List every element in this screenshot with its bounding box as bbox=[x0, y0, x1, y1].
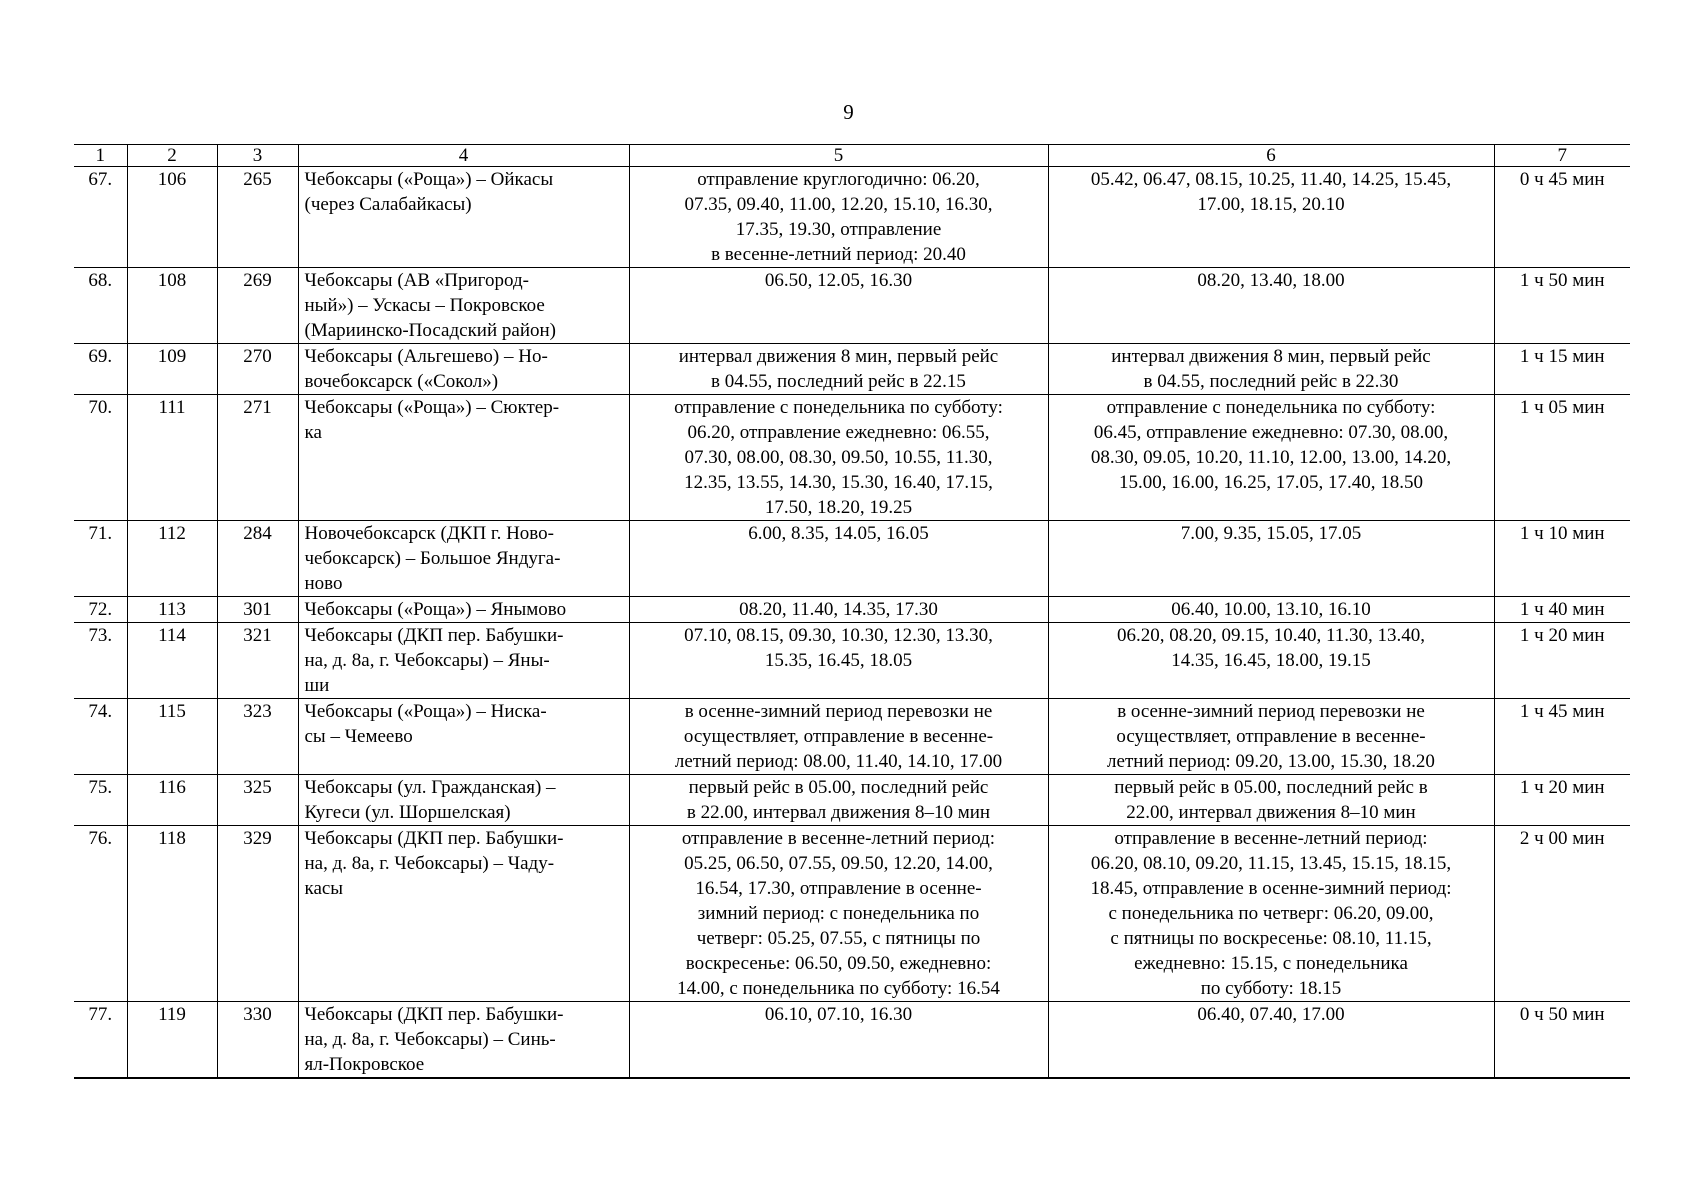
table-row bbox=[74, 1002, 1630, 1079]
route-number: 112 bbox=[127, 521, 217, 597]
departure-schedule-forward-line: отправление с понедельника по субботу: bbox=[674, 397, 1003, 418]
route-name bbox=[298, 521, 629, 597]
trip-duration: 1 ч 15 мин bbox=[1494, 344, 1630, 395]
column-header: 1 bbox=[74, 145, 127, 167]
departure-schedule-forward bbox=[629, 268, 1048, 344]
departure-schedule-forward-line: в весенне-летний период: 20.40 bbox=[711, 244, 966, 265]
departure-schedule-return-line: 05.42, 06.47, 08.15, 10.25, 11.40, 14.25, 15.45, bbox=[1090, 169, 1452, 190]
route-name-line: на, д. 8а, г. Чебоксары) – Яны- bbox=[304, 650, 550, 671]
departure-schedule-forward bbox=[629, 1002, 1048, 1079]
route-name-line: Чебоксары (ДКП пер. Бабушки- bbox=[304, 828, 564, 849]
departure-schedule-return-line: 06.45, отправление ежедневно: 07.30, 08.00, bbox=[1093, 422, 1449, 443]
departure-schedule-forward-line: 17.50, 18.20, 19.25 bbox=[764, 497, 913, 518]
route-name-line: сы – Чемеево bbox=[304, 726, 413, 747]
page-number: 9 bbox=[843, 100, 854, 124]
row-number: 72. bbox=[74, 597, 127, 623]
departure-schedule-forward-line: 12.35, 13.55, 14.30, 15.30, 16.40, 17.15, bbox=[684, 472, 993, 493]
departure-schedule-forward-line: отправление круглогодично: 06.20, bbox=[697, 169, 980, 190]
route-name-line: Чебоксары («Роща») – Сюктер- bbox=[304, 397, 560, 418]
route-schedule-table bbox=[74, 144, 1630, 1079]
route-name-line: (через Салабайкасы) bbox=[304, 194, 472, 215]
departure-schedule-forward-line: 06.20, отправление ежедневно: 06.55, bbox=[687, 422, 990, 443]
row-number: 67. bbox=[74, 167, 127, 268]
departure-schedule-return-line: с понедельника по четверг: 06.20, 09.00, bbox=[1108, 903, 1434, 924]
departure-schedule-forward bbox=[629, 826, 1048, 1002]
departure-schedule-forward bbox=[629, 344, 1048, 395]
route-number: 118 bbox=[127, 826, 217, 1002]
route-name-line: ный») – Ускасы – Покровское bbox=[304, 295, 545, 316]
trip-duration: 0 ч 45 мин bbox=[1494, 167, 1630, 268]
registry-number: 269 bbox=[217, 268, 298, 344]
departure-schedule-return bbox=[1048, 521, 1494, 597]
column-header: 3 bbox=[217, 145, 298, 167]
registry-number: 265 bbox=[217, 167, 298, 268]
registry-number: 323 bbox=[217, 699, 298, 775]
route-number: 113 bbox=[127, 597, 217, 623]
row-number: 73. bbox=[74, 623, 127, 699]
route-name-line: на, д. 8а, г. Чебоксары) – Чаду- bbox=[304, 853, 555, 874]
departure-schedule-forward-line: интервал движения 8 мин, первый рейс bbox=[678, 346, 999, 367]
departure-schedule-return-line: интервал движения 8 мин, первый рейс bbox=[1111, 346, 1431, 367]
departure-schedule-forward-line: 06.10, 07.10, 16.30 bbox=[764, 1004, 913, 1025]
registry-number: 271 bbox=[217, 395, 298, 521]
table-row bbox=[74, 623, 1630, 699]
departure-schedule-forward-line: 6.00, 8.35, 14.05, 16.05 bbox=[748, 523, 929, 544]
departure-schedule-return-line: 08.20, 13.40, 18.00 bbox=[1197, 270, 1345, 291]
route-name-line: Чебоксары (ул. Гражданская) – bbox=[304, 777, 556, 798]
trip-duration: 1 ч 50 мин bbox=[1494, 268, 1630, 344]
trip-duration: 0 ч 50 мин bbox=[1494, 1002, 1630, 1079]
departure-schedule-return-line: осуществляет, отправление в весенне- bbox=[1116, 726, 1426, 747]
route-name-line: ши bbox=[304, 675, 330, 696]
route-name-line: на, д. 8а, г. Чебоксары) – Синь- bbox=[304, 1029, 556, 1050]
row-number: 76. bbox=[74, 826, 127, 1002]
trip-duration: 1 ч 10 мин bbox=[1494, 521, 1630, 597]
departure-schedule-return bbox=[1048, 167, 1494, 268]
departure-schedule-return-line: 18.45, отправление в осенне-зимний период: bbox=[1090, 878, 1452, 899]
route-name bbox=[298, 826, 629, 1002]
departure-schedule-forward-line: 15.35, 16.45, 18.05 bbox=[764, 650, 913, 671]
departure-schedule-return-line: 15.00, 16.00, 16.25, 17.05, 17.40, 18.50 bbox=[1119, 472, 1423, 493]
row-number: 68. bbox=[74, 268, 127, 344]
row-number: 75. bbox=[74, 775, 127, 826]
departure-schedule-return-line: с пятницы по воскресенье: 08.10, 11.15, bbox=[1110, 928, 1432, 949]
departure-schedule-forward-line: 17.35, 19.30, отправление bbox=[735, 219, 942, 240]
column-header: 5 bbox=[629, 145, 1048, 167]
departure-schedule-return-line: первый рейс в 05.00, последний рейс в bbox=[1114, 777, 1428, 798]
departure-schedule-return-line: 17.00, 18.15, 20.10 bbox=[1197, 194, 1345, 215]
route-name-line: ял-Покровское bbox=[304, 1054, 425, 1075]
table-header-row bbox=[74, 145, 1630, 167]
departure-schedule-return bbox=[1048, 395, 1494, 521]
departure-schedule-return bbox=[1048, 775, 1494, 826]
departure-schedule-forward-line: в осенне-зимний период перевозки не bbox=[684, 701, 993, 722]
registry-number: 325 bbox=[217, 775, 298, 826]
row-number: 69. bbox=[74, 344, 127, 395]
registry-number: 329 bbox=[217, 826, 298, 1002]
route-number: 114 bbox=[127, 623, 217, 699]
table-row bbox=[74, 167, 1630, 268]
departure-schedule-return-line: отправление с понедельника по субботу: bbox=[1106, 397, 1436, 418]
route-number: 116 bbox=[127, 775, 217, 826]
departure-schedule-return-line: 7.00, 9.35, 15.05, 17.05 bbox=[1180, 523, 1362, 544]
registry-number: 301 bbox=[217, 597, 298, 623]
departure-schedule-forward-line: 07.30, 08.00, 08.30, 09.50, 10.55, 11.30, bbox=[684, 447, 993, 468]
column-header: 6 bbox=[1048, 145, 1494, 167]
departure-schedule-forward-line: четверг: 05.25, 07.55, с пятницы по bbox=[696, 928, 981, 949]
departure-schedule-return-line: отправление в весенне-летний период: bbox=[1114, 828, 1428, 849]
departure-schedule-forward-line: 08.20, 11.40, 14.35, 17.30 bbox=[739, 599, 938, 620]
trip-duration: 1 ч 20 мин bbox=[1494, 623, 1630, 699]
route-name bbox=[298, 597, 629, 623]
departure-schedule-forward-line: 07.35, 09.40, 11.00, 12.20, 15.10, 16.30, bbox=[684, 194, 993, 215]
departure-schedule-return-line: 22.00, интервал движения 8–10 мин bbox=[1126, 802, 1416, 823]
departure-schedule-forward-line: первый рейс в 05.00, последний рейс bbox=[688, 777, 989, 798]
route-number: 108 bbox=[127, 268, 217, 344]
departure-schedule-forward-line: в 22.00, интервал движения 8–10 мин bbox=[686, 802, 991, 823]
route-name-line: ново bbox=[304, 573, 343, 594]
registry-number: 270 bbox=[217, 344, 298, 395]
route-number: 106 bbox=[127, 167, 217, 268]
route-name bbox=[298, 699, 629, 775]
table-row bbox=[74, 521, 1630, 597]
departure-schedule-forward-line: 07.10, 08.15, 09.30, 10.30, 12.30, 13.30, bbox=[684, 625, 993, 646]
departure-schedule-forward-line: 16.54, 17.30, отправление в осенне- bbox=[695, 878, 982, 899]
departure-schedule-return bbox=[1048, 268, 1494, 344]
table-row bbox=[74, 699, 1630, 775]
departure-schedule-forward-line: 14.00, с понедельника по субботу: 16.54 bbox=[677, 978, 1000, 999]
route-name-line: Чебоксары («Роща») – Ниска- bbox=[304, 701, 547, 722]
departure-schedule-return-line: 06.20, 08.10, 09.20, 11.15, 13.45, 15.15, 18.15, bbox=[1090, 853, 1452, 874]
departure-schedule-forward-line: 05.25, 06.50, 07.55, 09.50, 12.20, 14.00, bbox=[684, 853, 993, 874]
departure-schedule-return bbox=[1048, 699, 1494, 775]
row-number: 70. bbox=[74, 395, 127, 521]
departure-schedule-return-line: 06.20, 08.20, 09.15, 10.40, 11.30, 13.40, bbox=[1116, 625, 1426, 646]
departure-schedule-return bbox=[1048, 344, 1494, 395]
table-row bbox=[74, 597, 1630, 623]
table-row bbox=[74, 268, 1630, 344]
departure-schedule-return-line: 06.40, 10.00, 13.10, 16.10 bbox=[1171, 599, 1371, 620]
route-name bbox=[298, 775, 629, 826]
departure-schedule-forward bbox=[629, 521, 1048, 597]
row-number: 74. bbox=[74, 699, 127, 775]
registry-number: 284 bbox=[217, 521, 298, 597]
trip-duration: 1 ч 20 мин bbox=[1494, 775, 1630, 826]
departure-schedule-return-line: 14.35, 16.45, 18.00, 19.15 bbox=[1171, 650, 1371, 671]
route-name-line: Чебоксары (Альгешево) – Но- bbox=[304, 346, 548, 367]
route-name-line: Чебоксары (ДКП пер. Бабушки- bbox=[304, 1004, 564, 1025]
route-name bbox=[298, 167, 629, 268]
route-number: 109 bbox=[127, 344, 217, 395]
table-row bbox=[74, 395, 1630, 521]
column-header: 2 bbox=[127, 145, 217, 167]
departure-schedule-return-line: по субботу: 18.15 bbox=[1200, 978, 1342, 999]
route-name-line: Кугеси (ул. Шоршелская) bbox=[304, 802, 511, 823]
departure-schedule-return-line: в осенне-зимний период перевозки не bbox=[1117, 701, 1425, 722]
departure-schedule-forward-line: зимний период: с понедельника по bbox=[697, 903, 980, 924]
route-name bbox=[298, 1002, 629, 1079]
row-number: 71. bbox=[74, 521, 127, 597]
departure-schedule-forward bbox=[629, 775, 1048, 826]
route-name bbox=[298, 344, 629, 395]
departure-schedule-forward-line: отправление в весенне-летний период: bbox=[681, 828, 996, 849]
route-name-line: чебоксарск) – Большое Яндуга- bbox=[304, 548, 561, 569]
departure-schedule-forward-line: в 04.55, последний рейс в 22.15 bbox=[711, 371, 966, 392]
route-name bbox=[298, 395, 629, 521]
table-row bbox=[74, 826, 1630, 1002]
route-number: 119 bbox=[127, 1002, 217, 1079]
departure-schedule-forward bbox=[629, 395, 1048, 521]
trip-duration: 1 ч 05 мин bbox=[1494, 395, 1630, 521]
route-name bbox=[298, 268, 629, 344]
table-body bbox=[74, 167, 1630, 1079]
route-name-line: касы bbox=[304, 878, 344, 899]
route-name-line: Чебоксары (ДКП пер. Бабушки- bbox=[304, 625, 564, 646]
departure-schedule-forward-line: осуществляет, отправление в весенне- bbox=[683, 726, 994, 747]
route-name bbox=[298, 623, 629, 699]
trip-duration: 1 ч 45 мин bbox=[1494, 699, 1630, 775]
trip-duration: 1 ч 40 мин bbox=[1494, 597, 1630, 623]
registry-number: 330 bbox=[217, 1002, 298, 1079]
departure-schedule-forward bbox=[629, 597, 1048, 623]
route-number: 115 bbox=[127, 699, 217, 775]
trip-duration: 2 ч 00 мин bbox=[1494, 826, 1630, 1002]
column-header: 4 bbox=[298, 145, 629, 167]
departure-schedule-return-line: ежедневно: 15.15, с понедельника bbox=[1134, 953, 1408, 974]
departure-schedule-forward bbox=[629, 167, 1048, 268]
table-row bbox=[74, 775, 1630, 826]
departure-schedule-return-line: в 04.55, последний рейс в 22.30 bbox=[1143, 371, 1399, 392]
route-name-line: Чебоксары («Роща») – Янымово bbox=[304, 599, 567, 620]
route-number: 111 bbox=[127, 395, 217, 521]
departure-schedule-return bbox=[1048, 597, 1494, 623]
route-name-line: (Мариинско-Посадский район) bbox=[304, 320, 556, 341]
column-header: 7 bbox=[1494, 145, 1630, 167]
departure-schedule-forward-line: воскресенье: 06.50, 09.50, ежедневно: bbox=[685, 953, 992, 974]
departure-schedule-return bbox=[1048, 826, 1494, 1002]
departure-schedule-return-line: 06.40, 07.40, 17.00 bbox=[1197, 1004, 1345, 1025]
route-name-line: Новочебоксарск (ДКП г. Ново- bbox=[304, 523, 554, 544]
departure-schedule-forward-line: летний период: 08.00, 11.40, 14.10, 17.00 bbox=[674, 751, 1003, 772]
departure-schedule-forward bbox=[629, 623, 1048, 699]
departure-schedule-return bbox=[1048, 623, 1494, 699]
departure-schedule-return bbox=[1048, 1002, 1494, 1079]
route-name-line: Чебоксары («Роща») – Ойкасы bbox=[304, 169, 554, 190]
departure-schedule-forward bbox=[629, 699, 1048, 775]
row-number: 77. bbox=[74, 1002, 127, 1079]
table-row bbox=[74, 344, 1630, 395]
route-name-line: вочебоксарск («Сокол») bbox=[304, 371, 499, 392]
route-name-line: Чебоксары (АВ «Пригород- bbox=[304, 270, 529, 291]
registry-number: 321 bbox=[217, 623, 298, 699]
departure-schedule-return-line: летний период: 09.20, 13.00, 15.30, 18.20 bbox=[1107, 751, 1435, 772]
departure-schedule-return-line: 08.30, 09.05, 10.20, 11.10, 12.00, 13.00, 14.20, bbox=[1090, 447, 1452, 468]
departure-schedule-forward-line: 06.50, 12.05, 16.30 bbox=[764, 270, 913, 291]
route-name-line: ка bbox=[304, 422, 322, 443]
